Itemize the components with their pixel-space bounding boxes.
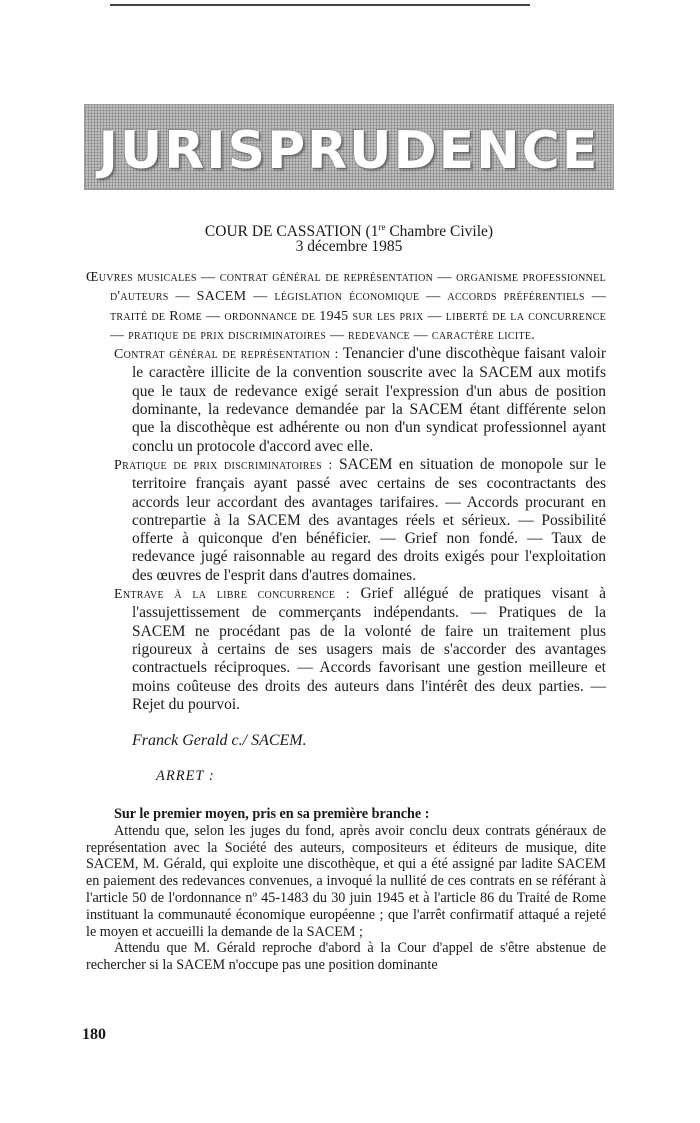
- body-paragraph: Attendu que M. Gérald reproche d'abord à la Cour d'appel de s'être abstenue de rechercher si la SACEM n'occupe pas une position dominante: [86, 940, 606, 974]
- summary-text: SACEM en situation de monopole sur le territoire français ayant passé avec certains de ses cocontractants des accords leur accordant des avantages tarifaires. — Accords procurant en contrepartie à la SACEM des avantages réels et sérieux. — Possibilité offerte à quiconque d'en bénéficier. — Grief non fondé. — Taux de redevance jugé raisonnable au regard des droits exigés pour l'exploitation des œuvres de l'esprit dans d'autres domaines.: [132, 455, 606, 584]
- summary-text: Tenancier d'une discothèque faisant valoir le caractère illicite de la convention souscrite avec la SACEM aux motifs que le taux de redevance exigé serait l'expression d'un abus de position dominante, la redevance demandée par la SACEM étant différente selon que la discothèque est adhérente ou non d'un syndicat professionnel ayant conclu un protocole d'accord avec elle.: [132, 345, 606, 455]
- summary-paragraph: [86, 585, 606, 714]
- summary-keyword: Pratique de prix discriminatoires :: [114, 457, 333, 473]
- decision-date: 3 décembre 1985: [295, 238, 403, 255]
- summary-paragraph: [86, 345, 606, 456]
- court-name-suffix: Chambre Civile): [385, 223, 494, 241]
- section-heading: Sur le premier moyen, pris en sa première branche :: [114, 806, 430, 822]
- court-name-prefix: COUR DE CASSATION (1: [204, 223, 379, 241]
- court-name-superscript: re: [378, 222, 386, 232]
- summary-keyword: Contrat général de représentation :: [114, 347, 339, 363]
- top-rule: [110, 4, 530, 6]
- page-number: 180: [82, 1026, 106, 1043]
- arret-label: ARRET :: [156, 768, 215, 784]
- summary-paragraph: [86, 456, 606, 585]
- summary-keyword: Entrave à la libre concurrence :: [114, 587, 350, 603]
- body-paragraph: Attendu que, selon les juges du fond, après avoir conclu deux contrats généraux de représentation avec la Société des auteurs, compositeurs et éditeurs de musique, dite SACEM, M. Gérald, qui exploite une discothèque, et qui a été assigné par ladite SACEM en paiement des redevances convenues, a invoqué la nullité de ces contrats en se référant à l'article 50 de l'ordonnance nº 45-1483 du 30 juin 1945 et à l'article 86 du Traité de Rome instituant la communauté économique européenne ; que l'arrêt confirmatif attaqué a rejeté le moyen et accueilli la demande de la SACEM ;: [86, 822, 606, 940]
- case-summary: [86, 268, 606, 714]
- section-title: JURISPRUDENCE: [98, 121, 600, 181]
- parties: Franck Gerald c./ SACEM.: [132, 732, 307, 749]
- summary-keywords: [86, 268, 606, 345]
- summary-keywords-text: Œuvres musicales — contrat général de représentation — organisme professionnel d'auteurs — SACEM — législation économique — accords préférentiels — traité de Rome — ordonnance de 1945 sur les prix — liberté de la concurrence — pratique de prix discriminatoires — redevance — caractère licite.: [86, 270, 606, 343]
- decision-body: [86, 806, 606, 974]
- section-banner: [84, 104, 614, 190]
- summary-text: Grief allégué de pratiques visant à l'assujettissement de commerçants indépendants. — Pratiques de la SACEM ne procédant pas de la volonté de faire un traitement plus rigoureux à certains de ses usagers mais de s'accorder des avantages contractuels réciproques. — Accords favorisant une gestion meilleure et moins coûteuse des droits des auteurs dans l'intérêt des deux parties. — Rejet du pourvoi.: [132, 585, 606, 713]
